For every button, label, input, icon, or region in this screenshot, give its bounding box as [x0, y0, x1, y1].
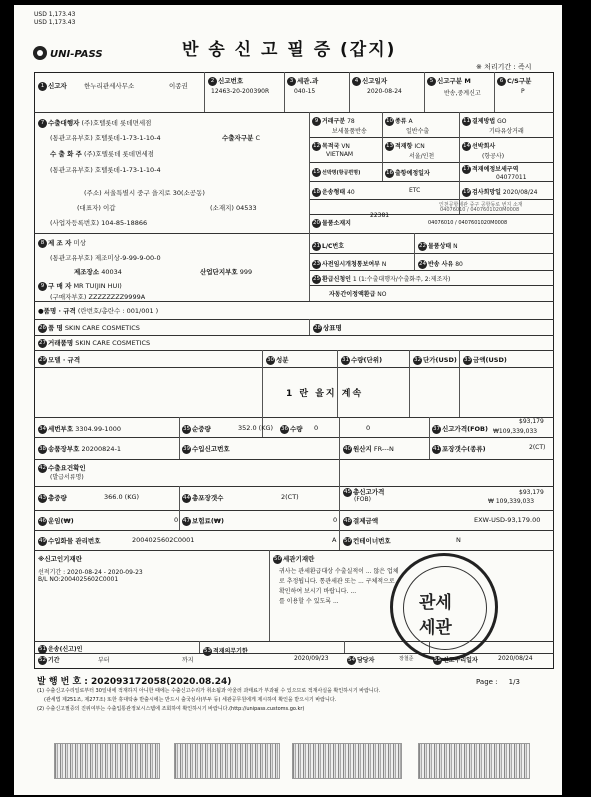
destination-label: 12 목적국 VN — [313, 143, 350, 150]
acceptance-date-value: 2020/08/24 — [498, 655, 533, 662]
approval-period: 선적기간 : 2020-08-24 - 2020-09-23 — [38, 569, 143, 576]
item-spec-header: ●품명 · 규격 (란번호/총란수 : 001/001 ) — [38, 307, 159, 315]
goods-status-label: 22 물품상태 N — [419, 243, 458, 250]
vessel-name-label: 15 선박명(항공편명) — [313, 169, 361, 176]
continued-note: 1 란 을지 계속 — [286, 389, 364, 399]
vessel-company-label: 14 선박회사 — [463, 143, 496, 150]
customs-notes-label: 50 세관기재란 — [274, 555, 315, 563]
page-indicator: Page : 1/3 — [476, 678, 520, 686]
officer-value: 장철준 — [399, 656, 414, 662]
destination-value: VIETNAM — [326, 151, 354, 158]
loading-port-value: 서울/인천 — [409, 153, 435, 160]
inspection-note: 인천공항세관 중구 공항동로 번지 소재 — [439, 202, 523, 208]
lc-number-label: 21 L/C번호 — [313, 243, 345, 250]
gross-weight-label: 43 총중량 — [39, 494, 67, 502]
model-spec-label: 29 모델 · 규격 — [39, 356, 81, 364]
declared-price-usd: $93,179 — [519, 418, 544, 425]
export-agent-row: 7 수출대행자 (주)호텔롯데 롯데면세점 — [38, 118, 151, 128]
declared-price-label: 37 신고가격(FOB) — [433, 425, 488, 433]
footnote-1b: (관세법 제251조, 제277조) 또한 휴대탁송 반출시에는 반드시 출국심사(부두 등) 세관공무원에게 제시하여 확인을 받으시기 바랍니다. — [44, 697, 337, 703]
declaration-date-value: 2020-08-24 — [367, 88, 402, 95]
shipper-code-row: (통관고유부호) 호텔롯데-1-73-1-10-4 — [50, 166, 161, 174]
cargo-number-value: 2004025602C0001 — [132, 536, 195, 544]
quantity-label: 36 수량 — [281, 425, 303, 433]
transport-agency-label: 51 운송(신고)인 — [39, 646, 83, 653]
total-packages-value: 2(CT) — [281, 493, 299, 501]
currency-amount-line-1: USD 1,173.43 — [34, 11, 76, 18]
transaction-type-label: 9 거래구분 78 — [312, 116, 355, 126]
address-row: (주소) 서울특별시 중구 을지로 30(소공동) — [84, 189, 205, 197]
uni-pass-logo — [32, 45, 110, 61]
declaration-date-label: 4 신고일자 — [352, 76, 387, 86]
gross-weight-value: 366.0 (KG) — [104, 493, 140, 501]
acceptance-date-label: 55 신고수리일자 — [434, 657, 478, 664]
container-number-value: N — [456, 536, 461, 544]
vessel-company-value: (항공사) — [482, 153, 505, 160]
period-label: 52 기간 — [39, 657, 60, 664]
net-weight-label: 35 순중량 — [183, 425, 211, 433]
return-reason-label: 24 반송 사유 80 — [419, 261, 463, 268]
pre-approval-label: 23 사전임시개청통보여부 N — [313, 261, 387, 268]
export-requirement-label: 42 수출요건확인 — [39, 464, 86, 472]
seal-text: 관세 세관 — [419, 593, 452, 638]
origin-row: 40 원산지 FR---N — [344, 445, 394, 453]
inspection-date-label: 19 검사희망일 2020/08/24 — [463, 189, 538, 196]
declared-price-krw: ₩109,339,033 — [493, 428, 538, 435]
factory-row: 제조장소 40034 — [74, 268, 122, 276]
declaration-type-label: 5 신고구분 M — [427, 76, 471, 86]
declarant-label: 1 신고자 — [38, 81, 67, 91]
ingredient-label: 30 성분 — [267, 356, 289, 364]
payment-amount-value: EXW-USD-93,179.00 — [474, 516, 541, 524]
inspection-note-2: 04076010 / 0407601020M0008 — [440, 207, 520, 213]
officer-label: 54 담당자 — [348, 657, 375, 664]
trade-name-row: 27 거래품명 SKIN CARE COSMETICS — [39, 339, 151, 347]
buyer-code-row: (구매자부호) ZZZZZZZZ9999A — [50, 293, 146, 301]
approval-bl-number: B/L NO:2004025602C0001 — [38, 576, 119, 583]
transport-type-label: 18 운송형태 40 — [313, 189, 355, 196]
declarant-person: 이종권 — [169, 82, 188, 90]
period-from: 부터 — [98, 657, 110, 664]
approval-label: ※신고인기재란 — [38, 555, 82, 563]
declaration-number-label: 2 신고번호 — [208, 76, 243, 86]
kind-value: 일반수출 — [406, 128, 430, 135]
declaration-type-value: 반송,중계신고 — [444, 90, 481, 97]
net-weight-value: 352.0 (KG) — [238, 424, 274, 432]
package-count-label: 41 포장갯수(종류) — [433, 445, 486, 453]
processing-period: ※ 처리기간 : 즉시 — [476, 63, 532, 71]
issue-number: 발 행 번 호 : 202093172058(2020.08.24) — [37, 677, 232, 687]
location-code-row: (소재지) 04533 — [210, 204, 257, 212]
declarant-value: 한누리관세사무소 — [84, 82, 135, 90]
industrial-complex-row: 산업단지부호 999 — [200, 268, 253, 276]
container-number-label: 50 컨테이너번호 — [344, 537, 391, 545]
payment-amount-label: 48 결제금액 — [344, 517, 379, 525]
bonded-area-label: 17 적재예정보세구역 — [463, 166, 519, 173]
loading-deadline-value: 2020/09/23 — [294, 655, 329, 662]
agent-code-row: (통관고유부호) 호텔롯데-1-73-1-10-4 — [50, 134, 161, 142]
quantity-value-2: 0 — [366, 424, 371, 432]
uni-pass-logo-icon — [32, 45, 110, 61]
footnote-2: (2) 수출신고필증의 진위여부는 수출입통관정보시스템에 조회하여 확인하시기 바랍니다.(http://unipass.customs.go.kr) — [37, 706, 305, 712]
business-number-row: (사업자등록번호) 104-85-18866 — [50, 219, 148, 227]
insurance-label: 47 보험료(₩) — [183, 517, 224, 525]
total-declared-sub: (FOB) — [354, 496, 371, 503]
cs-type-value: P — [521, 88, 525, 95]
insurance-value: 0 — [333, 516, 338, 524]
total-declared-label: 45 총신고가격 — [344, 488, 385, 496]
total-declared-krw: ₩ 109,339,033 — [488, 498, 535, 505]
transport-type-extra: ETC — [409, 187, 421, 194]
unit-price-label: 32 단가(USD) — [414, 356, 457, 364]
total-declared-usd: $93,179 — [519, 489, 544, 496]
cargo-number-label: 49 수입화물 관리번호 — [39, 537, 101, 545]
amount-label: 33 금액(USD) — [464, 356, 507, 364]
customs-office-label: 3 세관.과 — [287, 76, 318, 86]
total-packages-label: 44 총포장갯수 — [183, 494, 224, 502]
barcode-3 — [292, 743, 402, 779]
barcode-1 — [54, 743, 160, 779]
barcode-2 — [174, 743, 280, 779]
loading-deadline-label: 53 적재의무기한 — [204, 648, 248, 655]
customs-seal — [390, 553, 498, 661]
bonded-area-value: 04077011 — [496, 174, 527, 181]
refund-applicant-label: 25 환급신청인 1 (1:수출대행자/수출화주, 2:제조자) — [313, 276, 451, 283]
import-declaration-label: 39 수입신고번호 — [183, 445, 230, 453]
hs-code-row: 34 세번부호 3304.99-1000 — [39, 425, 121, 433]
package-count-value: 2(CT) — [529, 444, 546, 451]
manufacturer-row: 8 제 조 자 미상 — [38, 238, 86, 248]
goods-location-label: 20 물품소재지 — [313, 220, 351, 227]
invoice-number-row: 38 송품장부호 20200824-1 — [39, 445, 122, 453]
loading-port-label: 13 적재항 ICN — [386, 143, 425, 150]
cs-type-label: 6 C/S구분 — [497, 76, 531, 86]
quantity-value: 0 — [314, 424, 319, 432]
exporter-type-row: 수출자구분 C — [222, 134, 261, 142]
cargo-number-suffix: A — [332, 536, 337, 544]
representative-row: (대표자) 이갑 — [77, 204, 116, 212]
svg-text:UNI-PASS: UNI-PASS — [50, 49, 103, 60]
export-declaration-page — [14, 5, 562, 795]
shipper-row: 수 출 화 주 (주)호텔롯데 롯데면세점 — [50, 150, 154, 158]
item-name-row: 26 품 명 SKIN CARE COSMETICS — [39, 324, 140, 332]
currency-amount-line-2: USD 1,173.43 — [34, 19, 76, 26]
goods-location-code: 22381 — [370, 212, 390, 219]
footnote-1: (1) 수출신고수리일로부터 30일내에 적재하지 아니한 때에는 수출신고수리가 취소됨과 아울러 과태료가 부과될 수 있으므로 적재사실을 확인하시기 바랍니다. — [37, 688, 381, 694]
buyer-row: 9 구 매 자 MR TU(JIN HUI) — [38, 281, 122, 291]
kind-label: 10 종류 A — [386, 118, 413, 125]
declaration-number-value: 12463-20-200390R — [211, 88, 270, 95]
manufacturer-code-row: (통관고유부호) 제조미상-9-99-9-00-0 — [50, 254, 161, 262]
scheduled-port-label: 16 출항예정일자 — [386, 170, 430, 177]
payment-method-value: 기타유상거래 — [489, 128, 524, 135]
goods-location-value: 04076010 / 0407601020M0008 — [428, 220, 508, 226]
freight-label: 46 운임(₩) — [39, 517, 74, 525]
freight-value: 0 — [174, 516, 179, 524]
customs-office-value: 040-15 — [294, 88, 316, 95]
export-requirement-sub: (발급서류명) — [50, 474, 84, 481]
brand-name-label: 28 상표명 — [314, 324, 342, 332]
quantity-unit-label: 31 수량(단위) — [342, 356, 383, 364]
customs-notes-body: 귀사는 관세환급대상 수출실적이 ... 않은 업체 로 추정됩니다. 통관세관 또는 ... 구체적으로 확인하여 보시기 바랍니다. ... 를 이용할 수 있도록 ... — [279, 568, 399, 605]
barcode-4 — [418, 743, 530, 779]
document-title: 반 송 신 고 필 증 (갑지) — [182, 40, 397, 60]
simple-refund-label: 자동간이정액환급 NO — [329, 291, 387, 298]
transaction-type-value: 보세물품반송 — [332, 128, 367, 135]
payment-method-label: 11 결제방법 GO — [463, 118, 507, 125]
period-to: 까지 — [182, 657, 194, 664]
